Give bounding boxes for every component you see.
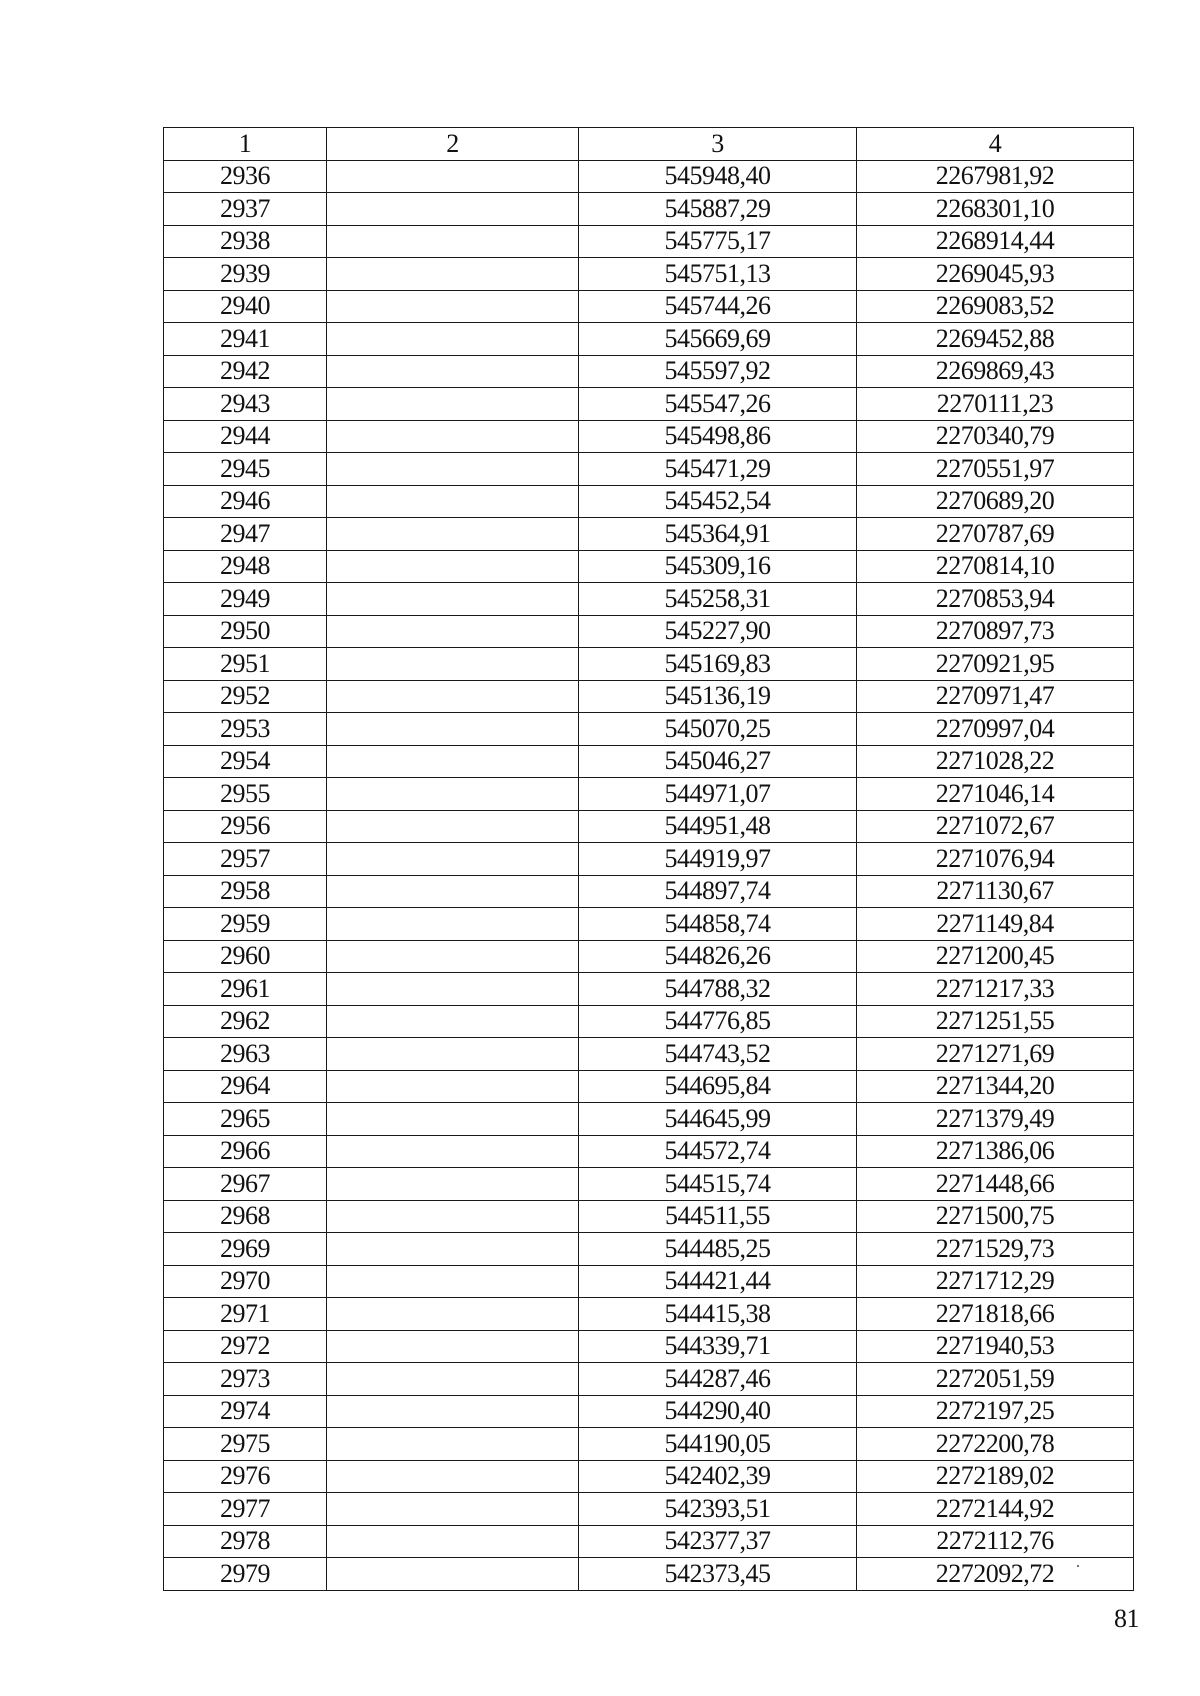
table-cell-col-1: 2974: [164, 1395, 327, 1428]
table-cell-col-4: 2268301,10: [857, 193, 1134, 226]
table-cell-col-3: 544421,44: [579, 1265, 857, 1298]
table-cell-col-4: 2270111,23: [857, 388, 1134, 421]
table-row: [164, 875, 1134, 908]
table-cell-col-2: [327, 1233, 579, 1266]
table-cell-col-2: [327, 225, 579, 258]
table-cell-col-3: 544485,25: [579, 1233, 857, 1266]
table-cell-col-1: 2964: [164, 1070, 327, 1103]
table-cell-col-3: 545669,69: [579, 323, 857, 356]
table-cell-col-3: 544339,71: [579, 1330, 857, 1363]
table-cell-col-2: [327, 518, 579, 551]
table-cell-col-1: 2954: [164, 745, 327, 778]
table-cell-col-3: 544858,74: [579, 908, 857, 941]
table-cell-col-3: 542373,45: [579, 1558, 857, 1591]
column-header-2: 2: [327, 128, 579, 161]
column-header-4: 4: [857, 128, 1134, 161]
table-row: [164, 1460, 1134, 1493]
table-row: [164, 550, 1134, 583]
table-cell-col-2: [327, 745, 579, 778]
table-cell-col-4: 2272092,72: [857, 1558, 1134, 1591]
table-cell-col-1: 2937: [164, 193, 327, 226]
table-row: [164, 615, 1134, 648]
table-cell-col-3: 542377,37: [579, 1525, 857, 1558]
table-cell-col-2: [327, 615, 579, 648]
table-cell-col-4: 2271379,49: [857, 1103, 1134, 1136]
table-row: [164, 908, 1134, 941]
table-row: [164, 323, 1134, 356]
table-cell-col-3: 545597,92: [579, 355, 857, 388]
table-cell-col-3: 544743,52: [579, 1038, 857, 1071]
table-cell-col-1: 2946: [164, 485, 327, 518]
table-cell-col-4: 2270340,79: [857, 420, 1134, 453]
table-cell-col-3: 542402,39: [579, 1460, 857, 1493]
table-cell-col-1: 2957: [164, 843, 327, 876]
table-cell-col-2: [327, 1363, 579, 1396]
table-cell-col-1: 2962: [164, 1005, 327, 1038]
table-cell-col-1: 2953: [164, 713, 327, 746]
table-cell-col-2: [327, 388, 579, 421]
page-number: 81: [1114, 1604, 1139, 1633]
table-cell-col-4: 2270997,04: [857, 713, 1134, 746]
table-cell-col-4: 2268914,44: [857, 225, 1134, 258]
table-cell-col-3: 544951,48: [579, 810, 857, 843]
table-cell-col-3: 544776,85: [579, 1005, 857, 1038]
coordinates-table: [163, 127, 1134, 1591]
table-cell-col-4: 2271072,67: [857, 810, 1134, 843]
table-row: [164, 1038, 1134, 1071]
table-row: [164, 290, 1134, 323]
table-cell-col-2: [327, 875, 579, 908]
table-row: [164, 583, 1134, 616]
table-row: [164, 1428, 1134, 1461]
table-cell-col-1: 2967: [164, 1168, 327, 1201]
table-row: [164, 1168, 1134, 1201]
table-cell-col-1: 2963: [164, 1038, 327, 1071]
table-cell-col-1: 2955: [164, 778, 327, 811]
header-row: [164, 128, 1134, 161]
table-cell-col-1: 2936: [164, 160, 327, 193]
table-cell-col-3: 544971,07: [579, 778, 857, 811]
table-cell-col-2: [327, 1525, 579, 1558]
table-cell-col-3: 544515,74: [579, 1168, 857, 1201]
table-cell-col-4: 2272051,59: [857, 1363, 1134, 1396]
table-cell-col-1: 2950: [164, 615, 327, 648]
table-cell-col-1: 2973: [164, 1363, 327, 1396]
table-row: [164, 1103, 1134, 1136]
table-cell-col-1: 2944: [164, 420, 327, 453]
table-cell-col-4: 2271076,94: [857, 843, 1134, 876]
table-cell-col-3: 544919,97: [579, 843, 857, 876]
table-cell-col-2: [327, 420, 579, 453]
table-cell-col-2: [327, 1038, 579, 1071]
table-row: [164, 940, 1134, 973]
table-cell-col-4: 2271448,66: [857, 1168, 1134, 1201]
table-cell-col-1: 2966: [164, 1135, 327, 1168]
table-cell-col-2: [327, 258, 579, 291]
table-row: [164, 1493, 1134, 1526]
table-row: [164, 1558, 1134, 1591]
table-cell-col-3: 545070,25: [579, 713, 857, 746]
table-cell-col-4: 2269045,93: [857, 258, 1134, 291]
table-cell-col-1: 2942: [164, 355, 327, 388]
table-cell-col-2: [327, 290, 579, 323]
table-cell-col-3: 545046,27: [579, 745, 857, 778]
table-cell-col-2: [327, 1428, 579, 1461]
table-cell-col-1: 2979: [164, 1558, 327, 1591]
table-body: [164, 160, 1134, 1590]
table-cell-col-2: [327, 1070, 579, 1103]
table-row: [164, 453, 1134, 486]
table-cell-col-4: 2269083,52: [857, 290, 1134, 323]
table-cell-col-4: 2272189,02: [857, 1460, 1134, 1493]
table-cell-col-2: [327, 1298, 579, 1331]
table-cell-col-1: 2968: [164, 1200, 327, 1233]
table-cell-col-3: 544572,74: [579, 1135, 857, 1168]
table-cell-col-1: 2975: [164, 1428, 327, 1461]
table-cell-col-4: 2269452,88: [857, 323, 1134, 356]
table-cell-col-2: [327, 1330, 579, 1363]
table-cell-col-3: 545744,26: [579, 290, 857, 323]
table-cell-col-2: [327, 1005, 579, 1038]
table-cell-col-4: 2270787,69: [857, 518, 1134, 551]
table-row: [164, 485, 1134, 518]
table-row: [164, 778, 1134, 811]
table-cell-col-4: 2271344,20: [857, 1070, 1134, 1103]
table-cell-col-1: 2978: [164, 1525, 327, 1558]
table-cell-col-3: 545948,40: [579, 160, 857, 193]
table-cell-col-1: 2948: [164, 550, 327, 583]
table-cell-col-3: 545258,31: [579, 583, 857, 616]
table-cell-col-2: [327, 680, 579, 713]
table-cell-col-3: 545136,19: [579, 680, 857, 713]
column-header-3: 3: [579, 128, 857, 161]
table-cell-col-1: 2941: [164, 323, 327, 356]
table-cell-col-2: [327, 485, 579, 518]
table-cell-col-3: 545227,90: [579, 615, 857, 648]
table-cell-col-1: 2965: [164, 1103, 327, 1136]
table-cell-col-4: 2271940,53: [857, 1330, 1134, 1363]
table-cell-col-4: 2270551,97: [857, 453, 1134, 486]
table-cell-col-4: 2270853,94: [857, 583, 1134, 616]
table-cell-col-1: 2977: [164, 1493, 327, 1526]
table-cell-col-3: 545169,83: [579, 648, 857, 681]
table-cell-col-3: 545547,26: [579, 388, 857, 421]
table-cell-col-1: 2958: [164, 875, 327, 908]
table-cell-col-4: 2271149,84: [857, 908, 1134, 941]
table-cell-col-4: 2271271,69: [857, 1038, 1134, 1071]
table-row: [164, 1135, 1134, 1168]
table-cell-col-4: 2270971,47: [857, 680, 1134, 713]
table-cell-col-1: 2956: [164, 810, 327, 843]
table-cell-col-3: 544897,74: [579, 875, 857, 908]
table-cell-col-3: 545452,54: [579, 485, 857, 518]
table-cell-col-2: [327, 323, 579, 356]
table-cell-col-2: [327, 1135, 579, 1168]
table-cell-col-2: [327, 1265, 579, 1298]
table-cell-col-1: 2972: [164, 1330, 327, 1363]
table-cell-col-2: [327, 1200, 579, 1233]
table-row: [164, 1363, 1134, 1396]
table-cell-col-4: 2271500,75: [857, 1200, 1134, 1233]
table-row: [164, 258, 1134, 291]
table-cell-col-4: 2272200,78: [857, 1428, 1134, 1461]
table-cell-col-3: 545751,13: [579, 258, 857, 291]
table-cell-col-1: 2952: [164, 680, 327, 713]
table-cell-col-1: 2969: [164, 1233, 327, 1266]
table-cell-col-1: 2947: [164, 518, 327, 551]
table-cell-col-2: [327, 940, 579, 973]
table-cell-col-2: [327, 810, 579, 843]
table-cell-col-1: 2959: [164, 908, 327, 941]
table-cell-col-1: 2940: [164, 290, 327, 323]
table-cell-col-4: 2270814,10: [857, 550, 1134, 583]
table-row: [164, 843, 1134, 876]
table-cell-col-2: [327, 1460, 579, 1493]
table-cell-col-3: 544788,32: [579, 973, 857, 1006]
table-cell-col-4: 2272197,25: [857, 1395, 1134, 1428]
table-row: [164, 1005, 1134, 1038]
table-row: [164, 1200, 1134, 1233]
table-cell-col-3: 544826,26: [579, 940, 857, 973]
table-cell-col-3: 545471,29: [579, 453, 857, 486]
table-row: [164, 1233, 1134, 1266]
table-cell-col-3: 544645,99: [579, 1103, 857, 1136]
table-row: [164, 973, 1134, 1006]
table-cell-col-2: [327, 355, 579, 388]
table-cell-col-4: 2271529,73: [857, 1233, 1134, 1266]
table-cell-col-2: [327, 713, 579, 746]
table-cell-col-4: 2271712,29: [857, 1265, 1134, 1298]
table-cell-col-1: 2960: [164, 940, 327, 973]
table-cell-col-4: 2271386,06: [857, 1135, 1134, 1168]
table-row: [164, 810, 1134, 843]
table-row: [164, 713, 1134, 746]
table-cell-col-4: 2272144,92: [857, 1493, 1134, 1526]
table-cell-col-1: 2939: [164, 258, 327, 291]
table-row: [164, 745, 1134, 778]
table-row: [164, 355, 1134, 388]
table-header: [164, 128, 1134, 161]
table-cell-col-4: 2271200,45: [857, 940, 1134, 973]
table-row: [164, 1070, 1134, 1103]
table-row: [164, 518, 1134, 551]
table-cell-col-4: 2267981,92: [857, 160, 1134, 193]
table-row: [164, 1395, 1134, 1428]
table-cell-col-2: [327, 1168, 579, 1201]
table-row: [164, 1525, 1134, 1558]
table-cell-col-3: 544511,55: [579, 1200, 857, 1233]
table-cell-col-1: 2945: [164, 453, 327, 486]
table-cell-col-4: 2269869,43: [857, 355, 1134, 388]
table-cell-col-1: 2961: [164, 973, 327, 1006]
table-cell-col-1: 2943: [164, 388, 327, 421]
table-row: [164, 388, 1134, 421]
table-cell-col-3: 544415,38: [579, 1298, 857, 1331]
table-cell-col-3: 545775,17: [579, 225, 857, 258]
scan-speck: [1077, 1565, 1079, 1567]
table-row: [164, 1298, 1134, 1331]
table-row: [164, 193, 1134, 226]
table-cell-col-2: [327, 583, 579, 616]
table-cell-col-2: [327, 453, 579, 486]
table-row: [164, 1330, 1134, 1363]
table-cell-col-3: 545309,16: [579, 550, 857, 583]
table-cell-col-4: 2271046,14: [857, 778, 1134, 811]
table-cell-col-2: [327, 160, 579, 193]
table-cell-col-1: 2938: [164, 225, 327, 258]
table-row: [164, 648, 1134, 681]
table-row: [164, 1265, 1134, 1298]
table-cell-col-4: 2271217,33: [857, 973, 1134, 1006]
table-cell-col-1: 2971: [164, 1298, 327, 1331]
table-cell-col-3: 544290,40: [579, 1395, 857, 1428]
table-cell-col-3: 544190,05: [579, 1428, 857, 1461]
table-cell-col-2: [327, 648, 579, 681]
table-cell-col-2: [327, 1493, 579, 1526]
table-cell-col-4: 2270921,95: [857, 648, 1134, 681]
table-cell-col-1: 2949: [164, 583, 327, 616]
table-cell-col-2: [327, 550, 579, 583]
table-cell-col-2: [327, 973, 579, 1006]
table-cell-col-4: 2271130,67: [857, 875, 1134, 908]
table-cell-col-4: 2272112,76: [857, 1525, 1134, 1558]
table-cell-col-2: [327, 1103, 579, 1136]
table-cell-col-2: [327, 1395, 579, 1428]
table-cell-col-4: 2271251,55: [857, 1005, 1134, 1038]
table-cell-col-3: 545887,29: [579, 193, 857, 226]
table-cell-col-2: [327, 193, 579, 226]
table-cell-col-3: 544287,46: [579, 1363, 857, 1396]
table-cell-col-3: 545498,86: [579, 420, 857, 453]
table-row: [164, 160, 1134, 193]
table-cell-col-3: 542393,51: [579, 1493, 857, 1526]
table-cell-col-1: 2951: [164, 648, 327, 681]
table-cell-col-2: [327, 1558, 579, 1591]
column-header-1: 1: [164, 128, 327, 161]
table-row: [164, 420, 1134, 453]
table-cell-col-4: 2270689,20: [857, 485, 1134, 518]
table-cell-col-3: 545364,91: [579, 518, 857, 551]
table-cell-col-4: 2271028,22: [857, 745, 1134, 778]
table-cell-col-2: [327, 843, 579, 876]
table-cell-col-3: 544695,84: [579, 1070, 857, 1103]
table-cell-col-2: [327, 778, 579, 811]
table-cell-col-2: [327, 908, 579, 941]
table-row: [164, 225, 1134, 258]
table-cell-col-4: 2271818,66: [857, 1298, 1134, 1331]
table-cell-col-1: 2976: [164, 1460, 327, 1493]
table-cell-col-4: 2270897,73: [857, 615, 1134, 648]
table-row: [164, 680, 1134, 713]
table-cell-col-1: 2970: [164, 1265, 327, 1298]
